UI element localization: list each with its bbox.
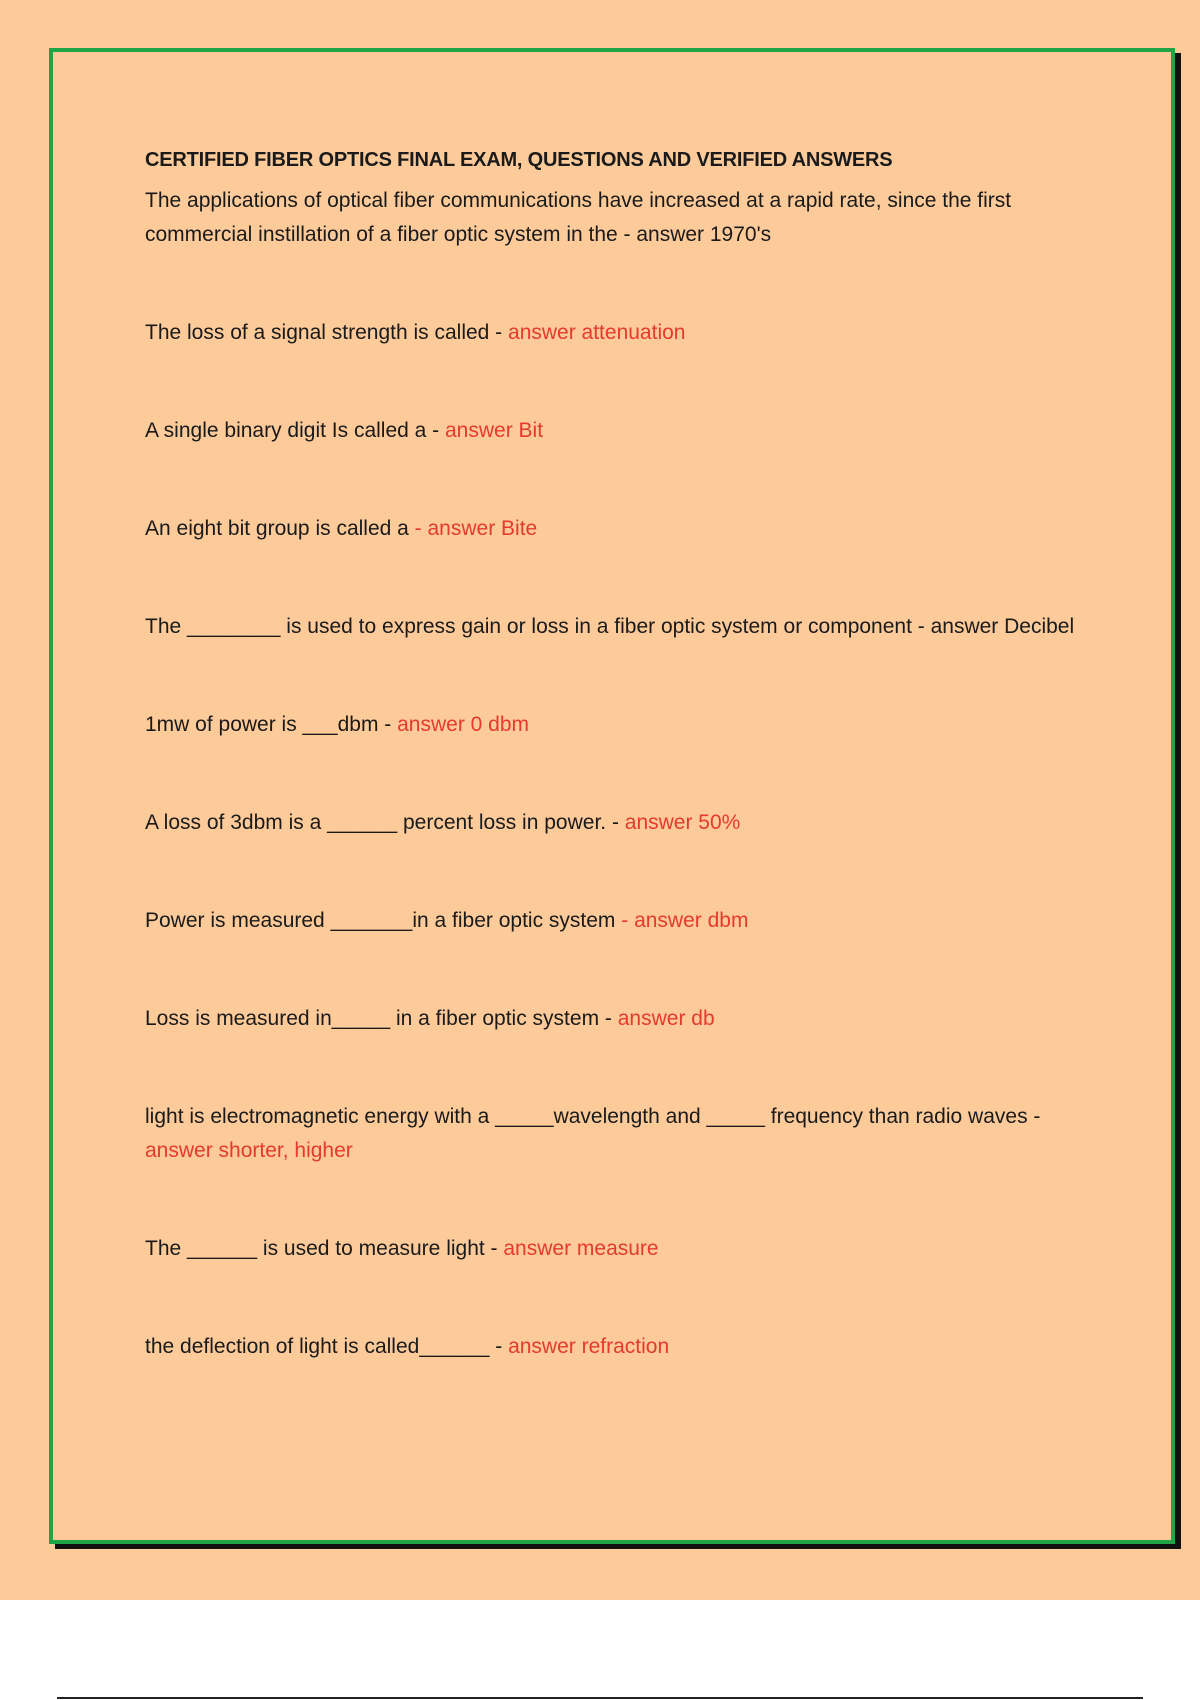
qa-item-6 <box>145 708 1085 742</box>
question-text: The applications of optical fiber communications have increased at a rapid rate, since the first commercial instillation of a fiber optic system in the - answer 1970's <box>145 189 1012 246</box>
qa-item-4 <box>145 512 1085 546</box>
answer-text: - answer dbm <box>621 909 749 932</box>
answer-text: answer Bit <box>445 419 544 442</box>
qa-item-5 <box>145 610 1085 644</box>
qa-item-10 <box>145 1100 1085 1168</box>
question-text: The ______ is used to measure light - <box>145 1237 504 1260</box>
answer-text: answer shorter, higher <box>145 1139 353 1162</box>
question-text: A loss of 3dbm is a ______ percent loss in power. - <box>145 811 625 834</box>
answer-text: answer 0 dbm <box>397 713 530 736</box>
qa-item-2 <box>145 316 1085 350</box>
document-title: CERTIFIED FIBER OPTICS FINAL EXAM, QUESTIONS AND VERIFIED ANSWERS <box>145 149 893 171</box>
answer-text: answer attenuation <box>508 321 686 344</box>
footer-divider <box>57 1697 1143 1699</box>
document-content <box>145 140 1085 1364</box>
qa-item-1 <box>145 184 1085 252</box>
question-text: The loss of a signal strength is called - <box>145 321 509 344</box>
question-text: The ________ is used to express gain or loss in a fiber optic system or component - answer Decibel <box>145 615 1075 638</box>
question-text: Loss is measured in_____ in a fiber optic system - <box>145 1007 618 1030</box>
qa-item-7 <box>145 806 1085 840</box>
answer-text: - answer Bite <box>414 517 538 540</box>
answer-text: answer refraction <box>508 1335 670 1358</box>
qa-item-9 <box>145 1002 1085 1036</box>
qa-item-8 <box>145 904 1085 938</box>
qa-item-12 <box>145 1330 1085 1364</box>
question-text: Power is measured _______in a fiber optic system <box>145 909 622 932</box>
question-text: A single binary digit Is called a - <box>145 419 445 442</box>
qa-item-3 <box>145 414 1085 448</box>
answer-text: answer 50% <box>624 811 741 834</box>
question-text: the deflection of light is called______ - <box>145 1335 509 1358</box>
question-text: light is electromagnetic energy with a _____wavelength and _____ frequency than radio waves - <box>145 1105 1041 1128</box>
question-text: An eight bit group is called a <box>145 517 415 540</box>
answer-text: answer db <box>617 1007 715 1030</box>
qa-item-11 <box>145 1232 1085 1266</box>
answer-text: answer measure <box>503 1237 659 1260</box>
question-text: 1mw of power is ___dbm - <box>145 713 398 736</box>
